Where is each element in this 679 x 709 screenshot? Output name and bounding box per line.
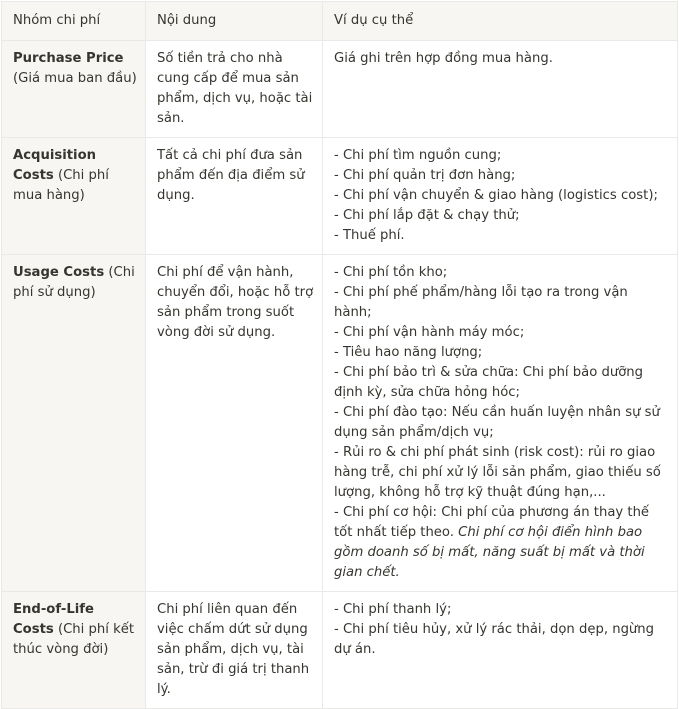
table-row <box>2 41 678 138</box>
example-item: - Rủi ro & chi phí phát sinh (risk cost): rủi ro giao hàng trễ, chi phí xử lý lỗi sản phẩm, giao thiếu số lượng, không hỗ trợ kỹ thuật đúng hạn,... <box>334 445 661 500</box>
example-item: - Chi phí quản trị đơn hàng; <box>334 168 516 183</box>
example-item: Giá ghi trên hợp đồng mua hàng. <box>334 51 553 66</box>
group-cell <box>2 41 146 138</box>
example-item: - Chi phí tìm nguồn cung; <box>334 148 502 163</box>
cost-table <box>1 1 678 709</box>
example-item: - Tiêu hao năng lượng; <box>334 345 483 360</box>
example-item: - Chi phí phế phẩm/hàng lỗi tạo ra trong vận hành; <box>334 285 628 320</box>
table-row <box>2 255 678 592</box>
content-cell: Số tiền trả cho nhà cung cấp để mua sản phẩm, dịch vụ, hoặc tài sản. <box>146 41 323 138</box>
example-item: - Chi phí thanh lý; <box>334 602 452 617</box>
header-examples: Ví dụ cụ thể <box>323 2 678 41</box>
group-name: Acquisition Costs <box>13 148 97 183</box>
content-cell: Tất cả chi phí đưa sản phẩm đến địa điểm sử dụng. <box>146 138 323 255</box>
header-group: Nhóm chi phí <box>2 2 146 41</box>
table-row <box>2 592 678 709</box>
group-translation: (Chi phí sử dụng) <box>13 265 135 300</box>
group-translation: (Giá mua ban đầu) <box>13 71 137 86</box>
group-cell <box>2 255 146 592</box>
example-item: - Chi phí vận chuyển & giao hàng (logistics cost); <box>334 188 658 203</box>
group-cell <box>2 138 146 255</box>
opportunity-cost-text: - Chi phí cơ hội: Chi phí của phương án thay thế tốt nhất tiếp theo. <box>334 505 650 540</box>
example-item: - Chi phí lắp đặt & chạy thử; <box>334 208 520 223</box>
example-item: - Chi phí vận hành máy móc; <box>334 325 525 340</box>
group-name: End-of-Life Costs <box>13 602 94 637</box>
examples-cell <box>323 592 678 709</box>
example-item: - Chi phí đào tạo: Nếu cần huấn luyện nhân sự sử dụng sản phẩm/dịch vụ; <box>334 405 660 440</box>
group-translation: (Chi phí mua hàng) <box>13 168 109 203</box>
example-item: - Thuế phí. <box>334 228 405 243</box>
header-content: Nội dung <box>146 2 323 41</box>
group-cell <box>2 592 146 709</box>
example-item: - Chi phí bảo trì & sửa chữa: Chi phí bảo dưỡng định kỳ, sửa chữa hỏng hóc; <box>334 365 644 400</box>
examples-cell <box>323 41 678 138</box>
examples-cell <box>323 255 678 592</box>
content-cell: Chi phí liên quan đến việc chấm dứt sử dụng sản phẩm, dịch vụ, tài sản, trừ đi giá trị thanh lý. <box>146 592 323 709</box>
content-cell: Chi phí để vận hành, chuyển đổi, hoặc hỗ trợ sản phẩm trong suốt vòng đời sử dụng. <box>146 255 323 592</box>
example-item <box>334 503 669 583</box>
example-item: - Chi phí tiêu hủy, xử lý rác thải, dọn dẹp, ngừng dự án. <box>334 622 655 657</box>
header-row <box>2 2 678 41</box>
group-name: Purchase Price <box>13 51 124 66</box>
example-item: - Chi phí tồn kho; <box>334 265 448 280</box>
examples-cell <box>323 138 678 255</box>
opportunity-cost-note: Chi phí cơ hội điển hình bao gồm doanh số bị mất, năng suất bị mất và thời gian chết. <box>334 525 645 580</box>
group-translation: (Chi phí kết thúc vòng đời) <box>13 622 135 657</box>
table-row <box>2 138 678 255</box>
group-name: Usage Costs <box>13 265 105 280</box>
